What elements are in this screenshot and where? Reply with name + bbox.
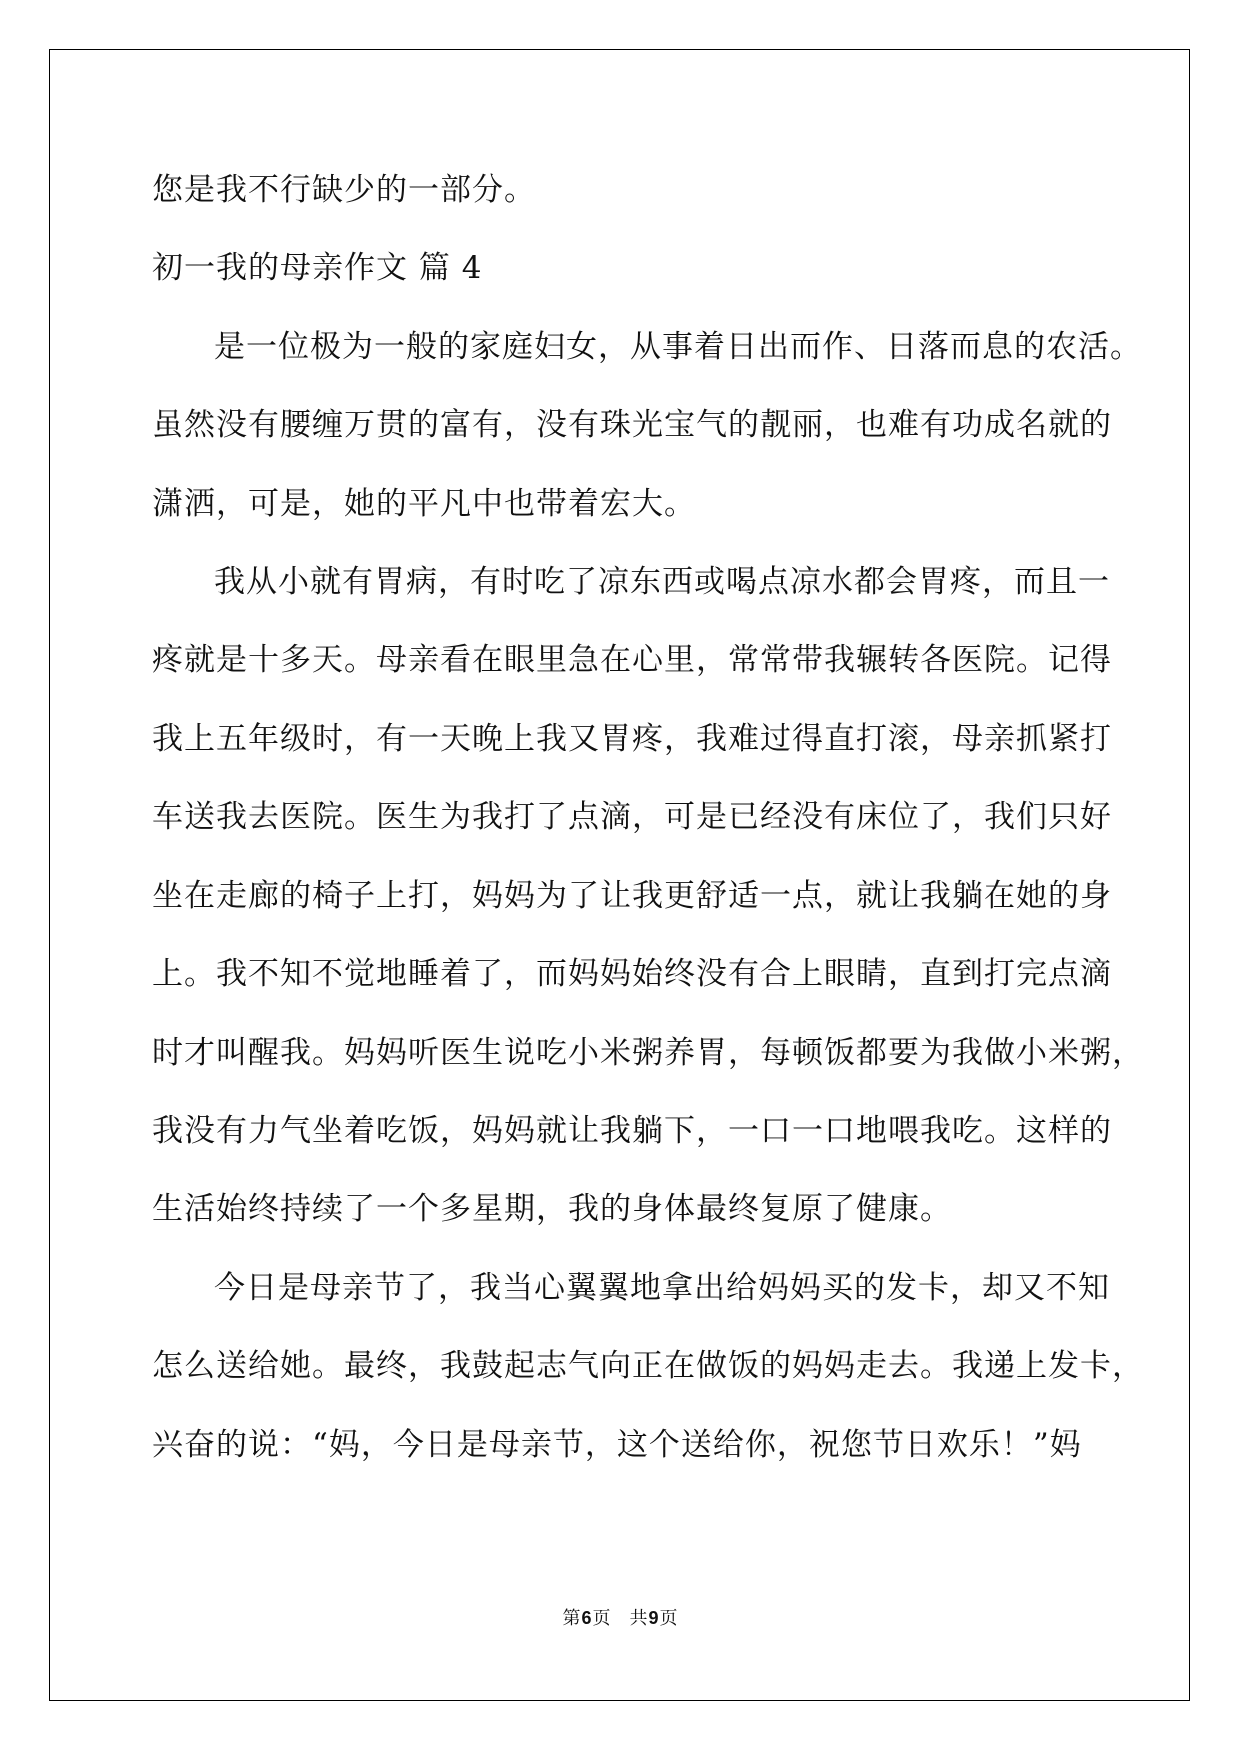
paragraph-3-line: 怎么送给她。最终，我鼓起志气向正在做饭的妈妈走去。我递上发卡， (152, 1348, 1144, 1384)
footer-page-total: 9 (648, 1608, 660, 1628)
paragraph-2-line: 我上五年级时，有一天晚上我又胃疼，我难过得直打滚，母亲抓紧打 (152, 721, 1112, 757)
paragraph-2-line: 生活始终持续了一个多星期，我的身体最终复原了健康。 (152, 1191, 952, 1227)
paragraph-2-line: 时才叫醒我。妈妈听医生说吃小米粥养胃，每顿饭都要为我做小米粥， (152, 1035, 1144, 1071)
paragraph-2-line: 疼就是十多天。母亲看在眼里急在心里，常常带我辗转各医院。记得 (152, 642, 1112, 678)
paragraph-2-line: 坐在走廊的椅子上打，妈妈为了让我更舒适一点，就让我躺在她的身 (152, 878, 1112, 914)
paragraph-2-line: 上。我不知不觉地睡着了，而妈妈始终没有合上眼睛，直到打完点滴 (152, 956, 1112, 992)
paragraph-2-line: 我从小就有胃病，有时吃了凉东西或喝点凉水都会胃疼，而且一 (214, 564, 1110, 600)
footer-page-unit: 页 (592, 1608, 612, 1629)
footer-total-prefix: 共 (629, 1608, 649, 1629)
paragraph-2-line: 我没有力气坐着吃饭，妈妈就让我躺下，一口一口地喂我吃。这样的 (152, 1113, 1112, 1149)
footer-page-current: 6 (581, 1608, 593, 1628)
paragraph-1-line: 潇洒，可是，她的平凡中也带着宏大。 (152, 486, 696, 522)
paragraph-1-line: 虽然没有腰缠万贯的富有，没有珠光宝气的靓丽，也难有功成名就的 (152, 407, 1112, 443)
section-heading: 初一我的母亲作文 篇 4 (152, 250, 483, 286)
text-line: 您是我不行缺少的一部分。 (152, 172, 536, 208)
footer-page-prefix: 第 (562, 1608, 582, 1629)
paragraph-1-line: 是一位极为一般的家庭妇女，从事着日出而作、日落而息的农活。 (214, 329, 1142, 365)
footer-total-unit: 页 (659, 1608, 679, 1629)
paragraph-3-line: 今日是母亲节了，我当心翼翼地拿出给妈妈买的发卡，却又不知 (214, 1270, 1110, 1306)
page-footer (0, 1606, 1241, 1631)
paragraph-2-line: 车送我去医院。医生为我打了点滴，可是已经没有床位了，我们只好 (152, 799, 1112, 835)
paragraph-3-line: 兴奋的说：“妈，今日是母亲节，这个送给你，祝您节日欢乐！”妈 (152, 1427, 1082, 1463)
